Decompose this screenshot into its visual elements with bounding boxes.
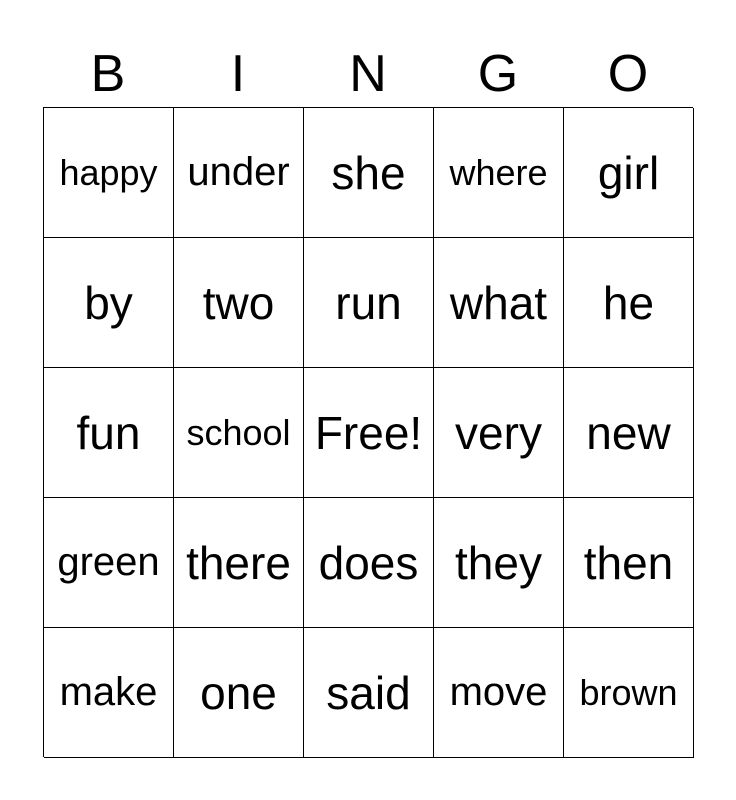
bingo-cell[interactable] — [434, 628, 564, 758]
bingo-cell[interactable] — [44, 368, 174, 498]
cell-word: there — [186, 536, 291, 589]
bingo-cell[interactable] — [304, 498, 434, 628]
bingo-cell[interactable] — [174, 498, 304, 628]
cell-word: brown — [579, 671, 678, 713]
bingo-cell[interactable] — [174, 238, 304, 368]
cell-word: they — [455, 536, 542, 589]
bingo-cell[interactable] — [564, 108, 694, 238]
cell-word: very — [455, 406, 542, 459]
bingo-cell[interactable] — [174, 628, 304, 758]
cell-word: does — [318, 536, 419, 589]
bingo-cell[interactable] — [44, 498, 174, 628]
bingo-cell[interactable] — [44, 238, 174, 368]
cell-word: move — [449, 670, 548, 714]
header-letter-o: O — [607, 45, 649, 103]
bingo-cell[interactable] — [304, 238, 434, 368]
cell-word: he — [602, 276, 655, 329]
bingo-cell[interactable] — [304, 628, 434, 758]
bingo-cell-free[interactable] — [304, 368, 434, 498]
cell-word: school — [186, 411, 291, 453]
bingo-cell[interactable] — [174, 108, 304, 238]
cell-word: by — [84, 276, 133, 329]
cell-word: she — [331, 146, 406, 199]
cell-word: new — [586, 406, 671, 459]
bingo-cell[interactable] — [434, 498, 564, 628]
bingo-cell[interactable] — [434, 108, 564, 238]
bingo-cell[interactable] — [304, 108, 434, 238]
bingo-cell[interactable] — [44, 628, 174, 758]
bingo-cell[interactable] — [174, 368, 304, 498]
cell-word: then — [583, 536, 674, 589]
cell-word: two — [202, 276, 275, 329]
cell-word: run — [335, 276, 402, 329]
cell-word: make — [59, 670, 158, 714]
bingo-cell[interactable] — [434, 368, 564, 498]
bingo-cell[interactable] — [434, 238, 564, 368]
header-letter-i: I — [230, 45, 246, 103]
bingo-cell[interactable] — [564, 238, 694, 368]
cell-word: one — [200, 666, 277, 719]
cell-word: under — [187, 150, 290, 194]
bingo-cell[interactable] — [564, 498, 694, 628]
header-letter-n: N — [349, 45, 387, 103]
bingo-cell[interactable] — [564, 368, 694, 498]
header-letter-g: G — [477, 45, 519, 103]
cell-word: green — [57, 540, 160, 584]
cell-word: said — [326, 666, 411, 719]
bingo-cell[interactable] — [564, 628, 694, 758]
bingo-header — [43, 40, 693, 108]
cell-word: fun — [76, 406, 141, 459]
bingo-cell[interactable] — [44, 108, 174, 238]
bingo-board — [43, 107, 693, 757]
cell-word: girl — [597, 146, 660, 199]
cell-word: happy — [59, 151, 158, 193]
header-letter-b: B — [90, 45, 126, 103]
cell-word: Free! — [314, 406, 423, 459]
cell-word: what — [449, 276, 548, 329]
cell-word: where — [449, 151, 548, 193]
